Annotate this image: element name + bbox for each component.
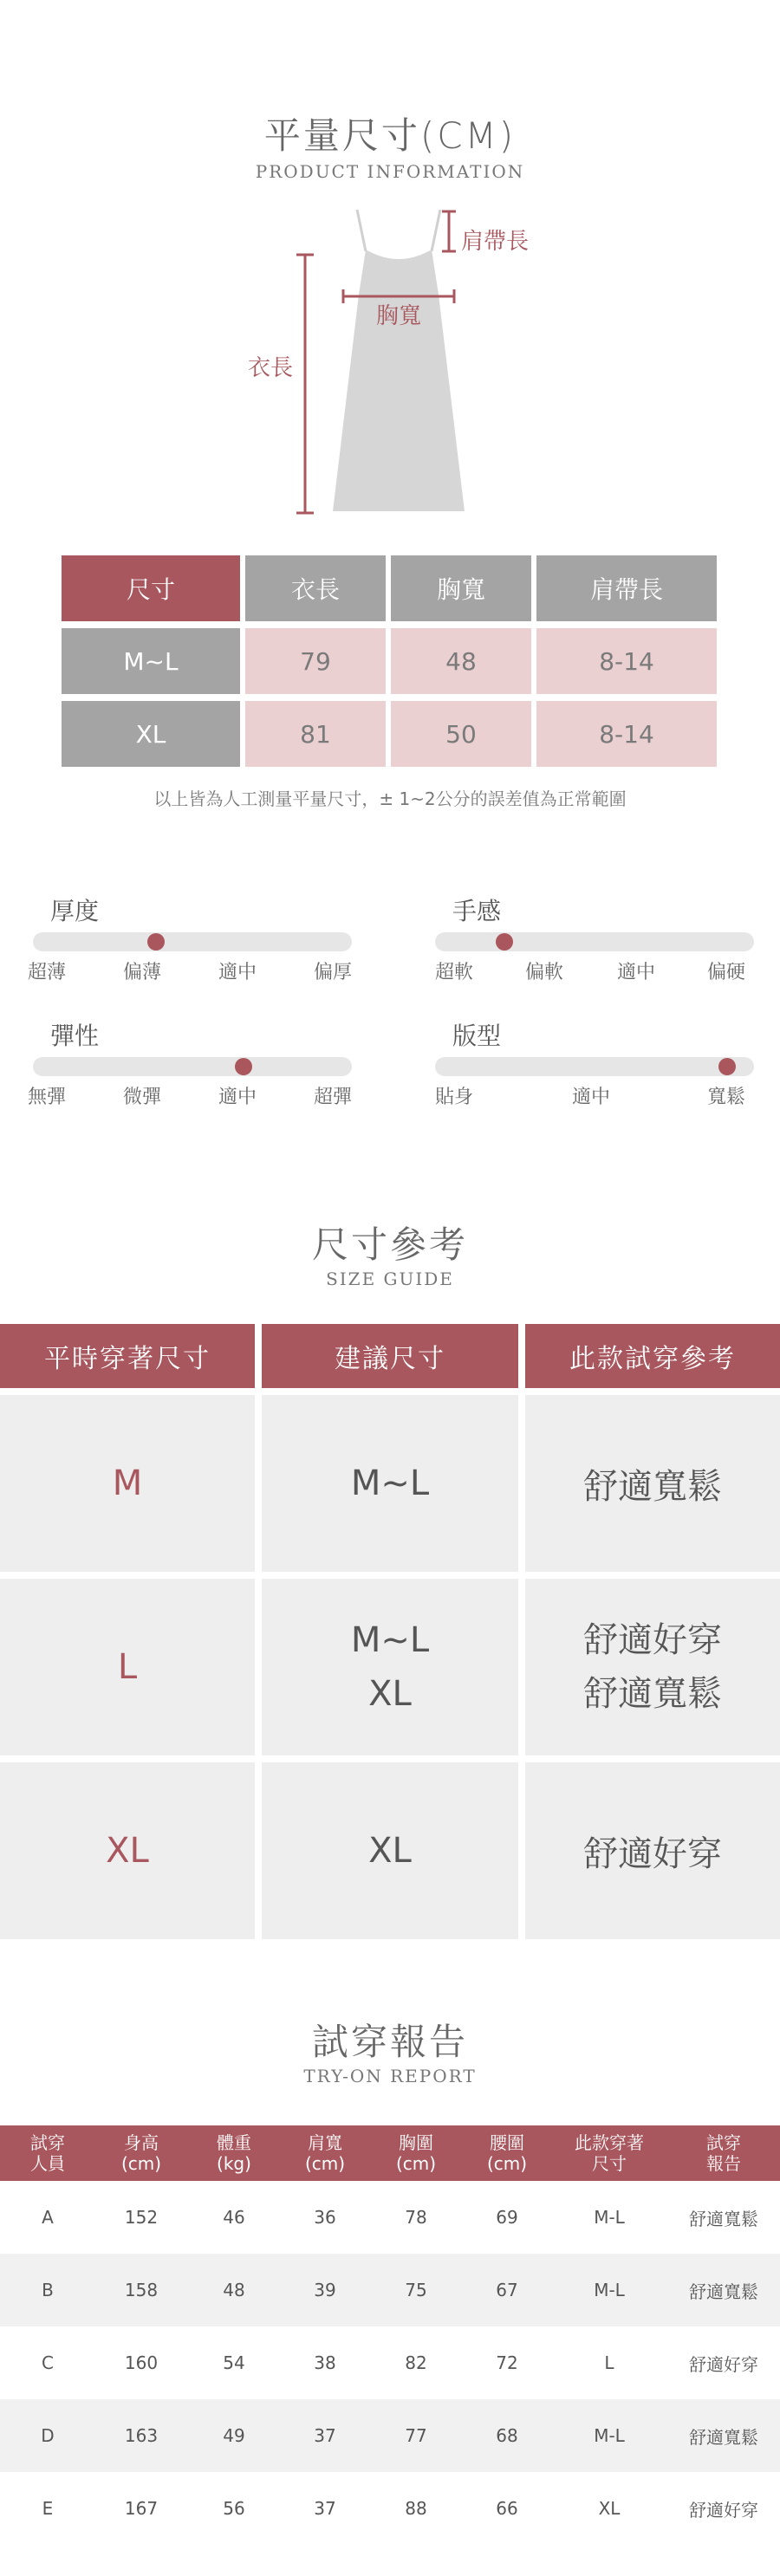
tryon-cell: 56 bbox=[223, 2498, 245, 2519]
tryon-header-cell bbox=[277, 2125, 373, 2181]
cell-length: 79 bbox=[245, 628, 386, 694]
sg-feel-text: 舒適寬鬆 bbox=[583, 1466, 722, 1507]
elasticity-indicator bbox=[235, 1058, 252, 1075]
tryon-cell: 49 bbox=[223, 2425, 245, 2446]
tryon-row bbox=[0, 2326, 780, 2399]
tryon-header-text: 試穿 bbox=[706, 2132, 741, 2153]
tryon-cell: D bbox=[41, 2425, 55, 2446]
sg-usual-text: XL bbox=[106, 1831, 149, 1871]
tryon-cell: 158 bbox=[124, 2280, 159, 2300]
tryon-cell: 160 bbox=[124, 2352, 159, 2373]
elasticity-label: 微彈 bbox=[123, 1087, 162, 1108]
thickness-indicator bbox=[147, 933, 165, 951]
tryon-cell: 78 bbox=[405, 2207, 427, 2228]
tryon-header-text: 胸圍 bbox=[399, 2132, 433, 2153]
tryon-cell: C bbox=[42, 2352, 54, 2373]
length-label: 衣長 bbox=[248, 355, 294, 381]
sg-feel-text: 舒適好穿 bbox=[583, 1833, 722, 1874]
tryon-cell: 48 bbox=[223, 2280, 245, 2300]
tryon-header-text: 腰圍 bbox=[490, 2132, 524, 2153]
thickness-label: 偏厚 bbox=[314, 962, 353, 983]
row-size-label: XL bbox=[62, 701, 240, 767]
thickness-label: 超薄 bbox=[28, 962, 67, 983]
sg-suggest-size bbox=[262, 1395, 518, 1572]
tryon-cell: 37 bbox=[314, 2425, 336, 2446]
tryon-cell: 舒適寬鬆 bbox=[689, 2281, 758, 2302]
tryon-cell: 152 bbox=[124, 2207, 159, 2228]
tryon-cell: 舒適寬鬆 bbox=[689, 2208, 758, 2229]
sg-usual-size bbox=[0, 1395, 255, 1572]
tryon-row bbox=[0, 2254, 780, 2326]
feel-title: 手感 bbox=[452, 897, 502, 925]
tryon-cell: 75 bbox=[405, 2280, 427, 2300]
tryon-header-text: 尺寸 bbox=[592, 2153, 627, 2174]
sg-usual-size bbox=[0, 1762, 255, 1939]
sg-suggest-size bbox=[262, 1579, 518, 1755]
tryon-cell: 舒適好穿 bbox=[689, 2499, 758, 2521]
measure-title: 平量尺寸(CM) bbox=[263, 114, 517, 157]
sg-header-feel: 此款試穿參考 bbox=[525, 1324, 780, 1388]
sg-feel bbox=[525, 1579, 780, 1755]
elasticity-track bbox=[33, 1057, 352, 1076]
cell-strap: 8-14 bbox=[536, 701, 717, 767]
thickness-title: 厚度 bbox=[50, 897, 100, 925]
tryon-header-text: (cm) bbox=[395, 2153, 437, 2174]
tryon-cell: 69 bbox=[496, 2207, 518, 2228]
sg-suggest-text: XL bbox=[368, 1831, 412, 1871]
tryon-header-cell bbox=[0, 2125, 95, 2181]
tryon-header-cell bbox=[676, 2125, 771, 2181]
sg-usual-size bbox=[0, 1579, 255, 1755]
left-strap bbox=[357, 210, 366, 251]
tryon-header-cell bbox=[459, 2125, 555, 2181]
size-guide-subtitle: SIZE GUIDE bbox=[326, 1269, 454, 1289]
tryon-row bbox=[0, 2472, 780, 2545]
tryon-cell: 38 bbox=[314, 2352, 336, 2373]
tryon-cell: 36 bbox=[314, 2207, 336, 2228]
sg-suggest-text: XL bbox=[368, 1674, 412, 1714]
right-strap bbox=[432, 210, 440, 251]
tryon-header-text: (kg) bbox=[217, 2153, 251, 2174]
sg-feel-text: 舒適寬鬆 bbox=[583, 1674, 722, 1714]
tryon-cell: 163 bbox=[124, 2425, 159, 2446]
thickness-label: 偏薄 bbox=[123, 962, 162, 983]
fit-label: 適中 bbox=[572, 1087, 611, 1108]
dress-body bbox=[333, 250, 465, 511]
tryon-header-text: 肩寬 bbox=[308, 2132, 342, 2153]
sg-suggest-text: M~L bbox=[350, 1463, 430, 1503]
tryon-cell: 67 bbox=[496, 2280, 518, 2300]
tryon-cell: 77 bbox=[405, 2425, 427, 2446]
tryon-header-text: 人員 bbox=[30, 2153, 65, 2174]
tryon-row bbox=[0, 2399, 780, 2472]
feel-label: 偏軟 bbox=[525, 962, 564, 983]
tryon-cell: 舒適好穿 bbox=[689, 2353, 758, 2375]
tryon-header-cell bbox=[94, 2125, 189, 2181]
chest-label: 胸寬 bbox=[375, 303, 421, 329]
size-guide-title: 尺寸參考 bbox=[311, 1223, 468, 1266]
tryon-cell: L bbox=[604, 2352, 614, 2373]
feel-label: 超軟 bbox=[435, 962, 474, 983]
tryon-header-text: (cm) bbox=[120, 2153, 162, 2174]
tryon-header-cell bbox=[368, 2125, 464, 2181]
tryon-cell: 68 bbox=[496, 2425, 518, 2446]
tryon-cell: A bbox=[42, 2207, 54, 2228]
tryon-header-cell bbox=[186, 2125, 282, 2181]
sg-header-usual: 平時穿著尺寸 bbox=[0, 1324, 255, 1388]
cell-strap: 8-14 bbox=[536, 628, 717, 694]
tryon-header-text: 試穿 bbox=[30, 2132, 65, 2153]
feel-indicator bbox=[496, 933, 513, 951]
feel-label: 偏硬 bbox=[707, 962, 746, 983]
sg-usual-text: M bbox=[112, 1463, 143, 1503]
sg-suggest-size bbox=[262, 1762, 518, 1939]
tryon-subtitle: TRY-ON REPORT bbox=[303, 2066, 477, 2086]
elasticity-label: 無彈 bbox=[28, 1087, 67, 1108]
fit-indicator bbox=[718, 1058, 736, 1075]
elasticity-label: 超彈 bbox=[314, 1087, 353, 1108]
tryon-header-cell bbox=[562, 2125, 657, 2181]
tryon-header-text: 體重 bbox=[217, 2132, 251, 2153]
header-length: 衣長 bbox=[245, 555, 386, 621]
tryon-cell: XL bbox=[598, 2498, 621, 2519]
elasticity-label: 適中 bbox=[218, 1087, 257, 1108]
thickness-label: 適中 bbox=[218, 962, 257, 983]
fit-label: 貼身 bbox=[435, 1087, 474, 1108]
fit-title: 版型 bbox=[452, 1022, 502, 1050]
tryon-title: 試穿報告 bbox=[311, 2021, 468, 2063]
fit-track bbox=[435, 1057, 754, 1076]
sg-header-suggest: 建議尺寸 bbox=[262, 1324, 518, 1388]
tryon-cell: 66 bbox=[496, 2498, 518, 2519]
sg-usual-text: L bbox=[117, 1647, 138, 1687]
feel-track bbox=[435, 932, 754, 951]
tryon-cell: 37 bbox=[314, 2498, 336, 2519]
tryon-cell: 167 bbox=[124, 2498, 159, 2519]
tryon-header-text: 此款穿著 bbox=[575, 2132, 644, 2153]
row-size-label: M~L bbox=[62, 628, 240, 694]
feel-label: 適中 bbox=[617, 962, 656, 983]
tryon-cell: 舒適寬鬆 bbox=[689, 2426, 758, 2448]
header-strap: 肩帶長 bbox=[536, 555, 717, 621]
tryon-cell: 46 bbox=[223, 2207, 245, 2228]
tryon-cell: 88 bbox=[405, 2498, 427, 2519]
header-size: 尺寸 bbox=[62, 555, 240, 621]
tryon-cell: B bbox=[42, 2280, 54, 2300]
measure-note: 以上皆為人工測量平量尺寸，± 1~2公分的誤差值為正常範圍 bbox=[153, 788, 627, 809]
thickness-track bbox=[33, 932, 352, 951]
sg-feel-text: 舒適好穿 bbox=[583, 1620, 722, 1660]
header-chest: 胸寬 bbox=[391, 555, 531, 621]
tryon-cell: 54 bbox=[223, 2352, 245, 2373]
tryon-cell: 39 bbox=[314, 2280, 336, 2300]
tryon-cell: M-L bbox=[594, 2280, 625, 2300]
sg-suggest-text: M~L bbox=[350, 1620, 430, 1660]
cell-chest: 50 bbox=[391, 701, 531, 767]
tryon-cell: M-L bbox=[594, 2425, 625, 2446]
cell-chest: 48 bbox=[391, 628, 531, 694]
cell-length: 81 bbox=[245, 701, 386, 767]
tryon-row bbox=[0, 2181, 780, 2254]
measure-subtitle: PRODUCT INFORMATION bbox=[255, 161, 525, 182]
sg-feel bbox=[525, 1762, 780, 1939]
tryon-cell: 72 bbox=[496, 2352, 518, 2373]
strap-label: 肩帶長 bbox=[461, 229, 530, 255]
sg-feel bbox=[525, 1395, 780, 1572]
tryon-header-text: 報告 bbox=[706, 2153, 741, 2174]
tryon-header-text: 身高 bbox=[124, 2132, 159, 2153]
tryon-cell: M-L bbox=[594, 2207, 625, 2228]
tryon-cell: 82 bbox=[405, 2352, 427, 2373]
fit-label: 寬鬆 bbox=[707, 1087, 746, 1108]
tryon-header-text: (cm) bbox=[486, 2153, 528, 2174]
tryon-cell: E bbox=[42, 2498, 54, 2519]
tryon-header-text: (cm) bbox=[304, 2153, 346, 2174]
elasticity-title: 彈性 bbox=[50, 1022, 100, 1050]
